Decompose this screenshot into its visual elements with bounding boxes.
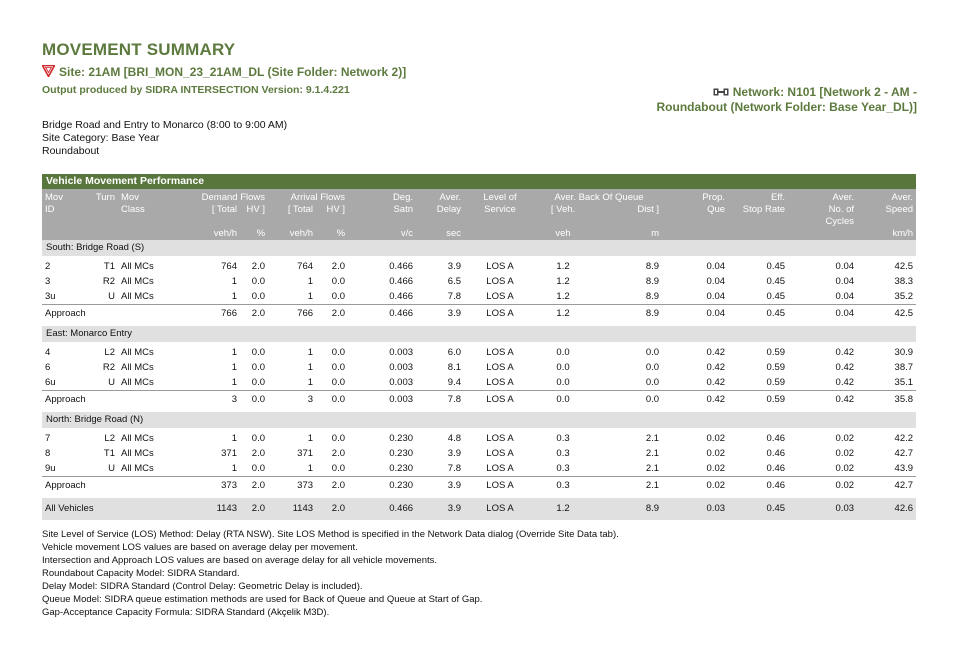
- table-cell: 0.0: [331, 362, 346, 373]
- approach-cell: LOS A: [486, 394, 514, 405]
- header-blank: [662, 227, 857, 240]
- movement-table: [42, 189, 916, 520]
- table-cell: 1: [307, 347, 314, 358]
- footnotes: [42, 528, 619, 619]
- table-cell: 0.0: [536, 375, 590, 391]
- header-blank: [857, 215, 916, 227]
- table-cell: U: [88, 289, 118, 305]
- table-cell: 0.04: [662, 289, 728, 305]
- approach-cell: 2.0: [251, 308, 266, 319]
- table-cell: L2: [104, 433, 115, 444]
- table-cell: 0.04: [835, 261, 855, 272]
- table-cell: 764: [297, 261, 314, 272]
- table-cell: 0.02: [788, 461, 857, 477]
- section-header-row: [42, 240, 916, 256]
- table-cell: 0.59: [766, 347, 786, 358]
- all-vehicles-cell: 2.0: [240, 498, 268, 520]
- section-name: North: Bridge Road (N): [42, 412, 916, 428]
- vehicle-movement-panel: [42, 174, 916, 520]
- site-type: Roundabout: [42, 145, 100, 157]
- col-back-of-queue: Aver. Back Of Queue: [536, 189, 662, 203]
- table-cell: 764: [221, 261, 237, 272]
- all-vehicles-cell: 0.45: [728, 498, 788, 520]
- table-cell: 0.466: [389, 276, 414, 287]
- approach-cell: 0.04: [835, 308, 855, 319]
- table-cell: 0.59: [766, 362, 786, 373]
- table-cell: 0.46: [766, 448, 786, 459]
- approach-cell: 0.0: [645, 394, 660, 405]
- footnote-line: Delay Model: SIDRA Standard (Control Delay: Geometric Delay is included).: [42, 581, 363, 592]
- table-cell: LOS A: [464, 461, 536, 477]
- table-cell: 0.0: [240, 375, 268, 391]
- approach-cell: 0.02: [835, 480, 855, 491]
- header-blank: [88, 203, 118, 215]
- approach-row: [42, 305, 916, 324]
- table-row: [42, 431, 916, 446]
- table-cell: 1: [231, 433, 237, 444]
- table-cell: 0.04: [706, 276, 726, 287]
- approach-cell: 0.230: [389, 480, 414, 491]
- table-cell: 0.46: [728, 461, 788, 477]
- table-cell: 2.0: [251, 448, 266, 459]
- table-row: [42, 375, 916, 391]
- header-row-3: [42, 215, 916, 227]
- unit-arrival-total: veh/h: [268, 227, 316, 240]
- table-cell: 0.42: [706, 347, 726, 358]
- table-cell: LOS A: [486, 347, 514, 358]
- approach-cell: 3.9: [447, 480, 462, 491]
- table-cell: 0.0: [316, 375, 348, 391]
- col-class: Class: [118, 203, 173, 215]
- table-cell: 1.2: [556, 276, 570, 287]
- col-queue-dist: Dist ]: [590, 203, 662, 215]
- table-cell: 0.42: [662, 375, 728, 391]
- table-cell: 1: [268, 375, 316, 391]
- table-cell: 0.46: [766, 433, 786, 444]
- site-description: Bridge Road and Entry to Monarco (8:00 to 9:00 AM): [42, 119, 288, 131]
- table-cell: LOS A: [486, 261, 514, 272]
- table-cell: 0.45: [766, 276, 786, 287]
- table-cell: 0.230: [348, 461, 416, 477]
- unit-satn: v/c: [348, 227, 416, 240]
- all-vehicles-cell: 0.03: [788, 498, 857, 520]
- table-cell: 8.9: [645, 261, 660, 272]
- col-deg: Deg.: [348, 189, 416, 203]
- approach-cell: 0.04: [706, 308, 726, 319]
- header-blank: [42, 227, 173, 240]
- table-cell: 2.0: [251, 261, 266, 272]
- table-cell: 1: [268, 289, 316, 305]
- approach-cell: 766: [297, 308, 314, 319]
- section-header-row: [42, 412, 916, 428]
- col-cycles: Cycles: [788, 215, 857, 227]
- approach-cell: LOS A: [486, 308, 514, 319]
- footnote-line: Gap-Acceptance Capacity Formula: SIDRA Standard (Akçelik M3D).: [42, 607, 330, 618]
- table-cell: 0.003: [389, 362, 414, 373]
- unit-arrival-hv: %: [316, 227, 348, 240]
- approach-cell: 7.8: [447, 394, 462, 405]
- all-vehicles-cell: 0.466: [348, 498, 416, 520]
- approach-cell: 0.466: [389, 308, 414, 319]
- col-mov-class: Mov: [118, 189, 173, 203]
- col-arrival-hv: HV ]: [316, 203, 348, 215]
- table-cell: 1: [173, 289, 240, 305]
- approach-cell: 35.8: [894, 394, 914, 405]
- table-cell: 0.02: [662, 461, 728, 477]
- table-cell: 0.04: [706, 261, 726, 272]
- table-cell: 0.04: [835, 276, 855, 287]
- col-que: Que: [662, 203, 728, 215]
- approach-cell: Approach: [45, 394, 86, 405]
- unit-queue-dist: m: [590, 227, 662, 240]
- table-cell: 1: [173, 375, 240, 391]
- approach-cell: 2.1: [645, 480, 660, 491]
- table-cell: All MCs: [121, 362, 154, 373]
- table-cell: 3u: [42, 289, 88, 305]
- footnote-line: Roundabout Capacity Model: SIDRA Standard.: [42, 568, 240, 579]
- table-cell: U: [88, 461, 118, 477]
- table-cell: 1.2: [536, 289, 590, 305]
- col-aver-delay: Aver.: [416, 189, 464, 203]
- table-cell: 1: [307, 362, 314, 373]
- table-cell: 3: [45, 276, 51, 287]
- table-cell: 43.9: [857, 461, 916, 477]
- all-vehicles-cell: 42.6: [857, 498, 916, 520]
- col-demand-total: [ Total: [173, 203, 240, 215]
- approach-cell: 3: [307, 394, 314, 405]
- table-cell: 0.0: [645, 347, 660, 358]
- network-title-line2: Roundabout (Network Folder: Base Year_DL)]: [656, 100, 917, 114]
- units-row: [42, 227, 916, 240]
- table-cell: 1: [307, 276, 314, 287]
- table-cell: 7.8: [416, 461, 464, 477]
- table-cell: 0.02: [706, 448, 726, 459]
- table-cell: LOS A: [486, 433, 514, 444]
- table-cell: 1: [307, 433, 314, 444]
- col-no-of: No. of: [788, 203, 857, 215]
- approach-cell: Approach: [45, 480, 86, 491]
- site-title: Site: 21AM [BRI_MON_23_21AM_DL (Site Folder: Network 2)]: [59, 65, 407, 79]
- col-service: Service: [464, 203, 536, 215]
- approach-cell: 8.9: [645, 308, 660, 319]
- table-cell: LOS A: [486, 448, 514, 459]
- table-cell: All MCs: [121, 261, 154, 272]
- table-cell: 2.1: [645, 433, 660, 444]
- table-cell: LOS A: [486, 276, 514, 287]
- unit-delay: sec: [416, 227, 464, 240]
- table-cell: 4.8: [447, 433, 462, 444]
- table-cell: 0.04: [788, 289, 857, 305]
- col-turn: Turn: [88, 189, 118, 203]
- table-cell: 1: [231, 276, 237, 287]
- table-cell: All MCs: [118, 375, 173, 391]
- table-cell: 0.0: [240, 289, 268, 305]
- table-cell: 0.0: [240, 461, 268, 477]
- table-cell: 8.9: [590, 289, 662, 305]
- network-icon: [713, 85, 729, 100]
- table-cell: 0.003: [389, 347, 414, 358]
- produced-by: Output produced by SIDRA INTERSECTION Version: 9.1.4.221: [42, 84, 350, 96]
- panel-title: Vehicle Movement Performance: [42, 174, 916, 189]
- approach-cell: Approach: [45, 308, 86, 319]
- table-cell: 42.5: [894, 261, 914, 272]
- approach-cell: 0.59: [766, 394, 786, 405]
- table-cell: 2.0: [331, 261, 346, 272]
- col-demand-hv: HV ]: [240, 203, 268, 215]
- col-stop-rate: Stop Rate: [728, 203, 788, 215]
- approach-cell: 0.0: [251, 394, 266, 405]
- footnote-line: Intersection and Approach LOS values are based on average delay for all vehicle movements.: [42, 555, 438, 566]
- col-arrival-total: [ Total: [268, 203, 316, 215]
- table-cell: 6.5: [447, 276, 462, 287]
- table-cell: 2: [45, 261, 51, 272]
- table-cell: 0.3: [556, 448, 570, 459]
- approach-cell: 1.2: [556, 308, 570, 319]
- all-vehicles-row: [42, 498, 916, 520]
- section-name: East: Monarco Entry: [42, 326, 916, 342]
- page-title: MOVEMENT SUMMARY: [42, 40, 236, 59]
- all-vehicles-cell: 8.9: [590, 498, 662, 520]
- site-heading: [42, 65, 406, 80]
- table-cell: 1: [268, 461, 316, 477]
- table-cell: All MCs: [121, 276, 154, 287]
- table-cell: All MCs: [121, 433, 154, 444]
- table-cell: 0.42: [706, 362, 726, 373]
- table-cell: 0.466: [348, 289, 416, 305]
- table-cell: 0.230: [389, 448, 414, 459]
- table-cell: 0.0: [590, 375, 662, 391]
- table-cell: 0.003: [348, 375, 416, 391]
- table-cell: R2: [102, 276, 115, 287]
- table-cell: 0.0: [251, 433, 266, 444]
- section-name: South: Bridge Road (S): [42, 240, 916, 256]
- all-vehicles-cell: 1143: [268, 498, 316, 520]
- table-cell: 30.9: [894, 347, 914, 358]
- approach-cell: 3.9: [447, 308, 462, 319]
- all-vehicles-cell: 3.9: [416, 498, 464, 520]
- table-cell: 2.0: [331, 448, 346, 459]
- network-heading: [617, 85, 917, 115]
- table-cell: 0.0: [331, 276, 346, 287]
- table-cell: 0.0: [331, 433, 346, 444]
- give-way-sign-icon: [42, 65, 55, 80]
- table-cell: 1: [231, 362, 237, 373]
- table-cell: 42.2: [894, 433, 914, 444]
- table-cell: LOS A: [464, 289, 536, 305]
- table-cell: 2.1: [590, 461, 662, 477]
- table-cell: 6.0: [447, 347, 462, 358]
- table-cell: L2: [104, 347, 115, 358]
- table-cell: 38.7: [894, 362, 914, 373]
- footnote-line: Queue Model: SIDRA queue estimation methods are used for Back of Queue and Queue at Start of Gap.: [42, 594, 483, 605]
- table-cell: LOS A: [464, 375, 536, 391]
- table-row: [42, 259, 916, 274]
- col-id: ID: [42, 203, 88, 215]
- site-category: Site Category: Base Year: [42, 132, 160, 144]
- col-queue-veh: [ Veh.: [536, 203, 590, 215]
- approach-cell: 2.0: [331, 480, 346, 491]
- table-cell: 0.0: [251, 276, 266, 287]
- table-cell: 0.45: [728, 289, 788, 305]
- table-cell: 35.2: [857, 289, 916, 305]
- table-cell: 6u: [42, 375, 88, 391]
- unit-demand-hv: %: [240, 227, 268, 240]
- footnote-line: Site Level of Service (LOS) Method: Delay (RTA NSW). Site LOS Method is specified in the Network Data dialog (Override Site Data tab).: [42, 529, 619, 540]
- approach-cell: 0.46: [766, 480, 786, 491]
- table-cell: 38.3: [894, 276, 914, 287]
- header-blank: [464, 227, 536, 240]
- col-demand-flows: Demand Flows: [173, 189, 268, 203]
- site-info: [42, 119, 287, 158]
- table-cell: 0.3: [536, 461, 590, 477]
- approach-cell: 2.0: [251, 480, 266, 491]
- table-cell: 8: [45, 448, 51, 459]
- table-cell: 0.02: [835, 433, 855, 444]
- col-aver-speed: Aver.: [857, 189, 916, 203]
- approach-cell: 0.3: [556, 480, 570, 491]
- all-vehicles-cell: 1143: [173, 498, 240, 520]
- table-cell: All MCs: [121, 347, 154, 358]
- unit-speed: km/h: [857, 227, 916, 240]
- table-row: [42, 461, 916, 477]
- table-cell: 42.7: [894, 448, 914, 459]
- table-cell: 9.4: [416, 375, 464, 391]
- table-cell: 0.42: [835, 347, 855, 358]
- table-cell: 8.1: [447, 362, 462, 373]
- table-cell: All MCs: [121, 448, 154, 459]
- table-cell: 0.45: [766, 261, 786, 272]
- table-cell: 0.42: [788, 375, 857, 391]
- table-cell: 1: [173, 461, 240, 477]
- table-row: [42, 360, 916, 375]
- table-cell: 0.59: [728, 375, 788, 391]
- table-cell: 0.42: [835, 362, 855, 373]
- table-cell: R2: [102, 362, 115, 373]
- table-cell: All MCs: [118, 461, 173, 477]
- table-cell: All MCs: [118, 289, 173, 305]
- unit-queue-veh: veh: [536, 227, 590, 240]
- all-vehicles-cell: 0.03: [662, 498, 728, 520]
- table-cell: T1: [103, 448, 115, 459]
- approach-row: [42, 391, 916, 410]
- table-row: [42, 274, 916, 289]
- table-cell: 3.9: [447, 448, 462, 459]
- table-cell: 371: [221, 448, 237, 459]
- col-delay: Delay: [416, 203, 464, 215]
- approach-cell: LOS A: [486, 480, 514, 491]
- table-cell: LOS A: [486, 362, 514, 373]
- col-prop: Prop.: [662, 189, 728, 203]
- table-cell: 0.466: [389, 261, 414, 272]
- col-aver-cycles: Aver.: [788, 189, 857, 203]
- all-vehicles-cell: 2.0: [316, 498, 348, 520]
- header-blank: [42, 215, 788, 227]
- table-cell: 1: [231, 347, 237, 358]
- approach-cell: 766: [221, 308, 237, 319]
- footnote-line: Vehicle movement LOS values are based on average delay per movement.: [42, 542, 358, 553]
- table-row: [42, 446, 916, 461]
- table-cell: 0.0: [331, 347, 346, 358]
- table-cell: 0.0: [251, 362, 266, 373]
- approach-cell: 0.42: [706, 394, 726, 405]
- all-vehicles-cell: 1.2: [536, 498, 590, 520]
- col-eff: Eff.: [728, 189, 788, 203]
- table-cell: 371: [297, 448, 314, 459]
- approach-cell: 0.003: [389, 394, 414, 405]
- section-header-row: [42, 326, 916, 342]
- table-cell: 0.02: [706, 433, 726, 444]
- table-cell: 4: [45, 347, 51, 358]
- col-speed: Speed: [857, 203, 916, 215]
- table-cell: 2.1: [645, 448, 660, 459]
- table-cell: 0.3: [556, 433, 570, 444]
- approach-cell: 373: [221, 480, 237, 491]
- table-row: [42, 289, 916, 305]
- col-satn: Satn: [348, 203, 416, 215]
- table-cell: 1.2: [556, 261, 570, 272]
- table-cell: 0.0: [556, 347, 570, 358]
- table-cell: 0.0: [251, 347, 266, 358]
- table-cell: 35.1: [857, 375, 916, 391]
- col-level-of-service: Level of: [464, 189, 536, 203]
- col-mov: Mov: [42, 189, 88, 203]
- approach-cell: 0.45: [766, 308, 786, 319]
- approach-cell: 373: [297, 480, 314, 491]
- unit-demand-total: veh/h: [173, 227, 240, 240]
- table-cell: U: [88, 375, 118, 391]
- header-row-1: [42, 189, 916, 203]
- approach-cell: 42.7: [894, 480, 914, 491]
- approach-cell: 0.0: [556, 394, 570, 405]
- header-row-2: [42, 203, 916, 215]
- col-arrival-flows: Arrival Flows: [268, 189, 348, 203]
- table-cell: 0.02: [835, 448, 855, 459]
- table-cell: 3.9: [447, 261, 462, 272]
- table-row: [42, 345, 916, 360]
- table-cell: 0.0: [556, 362, 570, 373]
- all-vehicles-cell: LOS A: [464, 498, 536, 520]
- approach-cell: 0.0: [331, 394, 346, 405]
- table-cell: 7: [45, 433, 51, 444]
- table-cell: 0.0: [316, 461, 348, 477]
- table-cell: 9u: [42, 461, 88, 477]
- approach-cell: 3: [231, 394, 237, 405]
- table-cell: 0.0: [316, 289, 348, 305]
- approach-cell: 42.5: [894, 308, 914, 319]
- approach-cell: 0.02: [706, 480, 726, 491]
- table-cell: 0.0: [645, 362, 660, 373]
- all-vehicles-cell: All Vehicles: [42, 498, 173, 520]
- approach-cell: 2.0: [331, 308, 346, 319]
- table-cell: 8.9: [645, 276, 660, 287]
- table-cell: 7.8: [416, 289, 464, 305]
- approach-cell: 0.42: [835, 394, 855, 405]
- table-cell: T1: [103, 261, 115, 272]
- movement-table-body: [42, 240, 916, 520]
- network-title-line1: Network: N101 [Network 2 - AM -: [732, 85, 917, 99]
- table-cell: 6: [45, 362, 51, 373]
- approach-row: [42, 477, 916, 496]
- table-cell: 0.230: [389, 433, 414, 444]
